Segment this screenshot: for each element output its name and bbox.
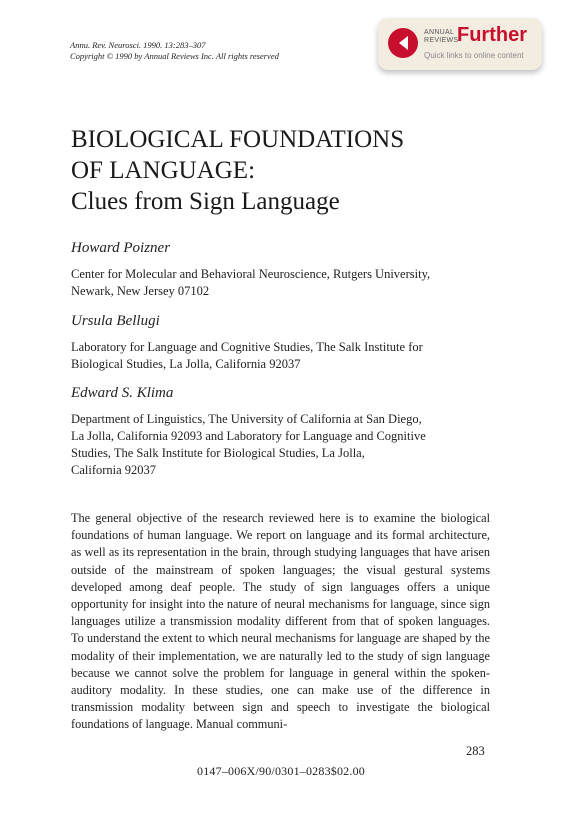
affiliation-line: Department of Linguistics, The University of California at San Diego,	[71, 412, 422, 426]
annual-reviews-further-badge[interactable]	[378, 18, 542, 70]
affiliation-line: Studies, The Salk Institute for Biological Studies, La Jolla,	[71, 446, 365, 460]
copyright-line: Copyright © 1990 by Annual Reviews Inc. All rights reserved	[70, 51, 279, 61]
affiliation-line: La Jolla, California 92093 and Laboratory for Language and Cognitive	[71, 429, 426, 443]
annual-label: ANNUAL	[424, 29, 455, 36]
author-affiliation	[71, 411, 511, 479]
title-line: OF LANGUAGE:	[71, 157, 256, 184]
affiliation-line: California 92037	[71, 463, 157, 477]
author-name: Ursula Bellugi	[71, 313, 160, 329]
article-title	[71, 124, 404, 217]
article-price-code: 0147–006X/90/0301–0283$02.00	[197, 764, 365, 778]
affiliation-line: Newark, New Jersey 07102	[71, 284, 210, 298]
arrow-left-circle-icon	[388, 28, 418, 58]
page-number: 283	[466, 744, 485, 758]
affiliation-line: Biological Studies, La Jolla, California 92037	[71, 357, 301, 371]
annual-reviews-wordmark	[424, 29, 458, 44]
title-line: BIOLOGICAL FOUNDATIONS	[71, 126, 405, 153]
affiliation-line: Center for Molecular and Behavioral Neuroscience, Rutgers University,	[71, 267, 431, 281]
citation-line: Annu. Rev. Neurosci. 1990. 13:283–307	[70, 40, 206, 50]
abstract-paragraph: The general objective of the research reviewed here is to examine the biological foundations of human language. We report on language and its formal architecture, as well as its representation in the brain, through studying languages that have arisen outside of the mainstream of spoken languages; the visual gestural systems developed among deaf people. The study of sign languages offers a unique opportunity for insight into the nature of neural mechanisms for language, since sign languages utilize a transmission modality different from that of spoken languages. To understand the extent to which neural mechanisms for language are shaped by the modality of their implementation, we are naturally led to the study of sign language because we cannot solve the problem for language in general within the spoken-auditory modality. In these studies, one can make use of the difference in transmission modality between sign and speech to investigate the biological foundations of language. Manual communi-	[71, 511, 490, 732]
further-tagline: Quick links to online content	[424, 51, 524, 60]
author-name: Howard Poizner	[71, 240, 171, 256]
author-affiliation	[71, 339, 511, 373]
affiliation-line: Laboratory for Language and Cognitive Studies, The Salk Institute for	[71, 340, 423, 354]
reviews-label: REVIEWS	[424, 36, 459, 44]
journal-citation	[70, 40, 279, 62]
subtitle-line: Clues from Sign Language	[71, 188, 340, 215]
further-wordmark: Further	[457, 24, 527, 46]
author-affiliation	[71, 266, 511, 300]
author-name: Edward S. Klima	[71, 385, 174, 401]
